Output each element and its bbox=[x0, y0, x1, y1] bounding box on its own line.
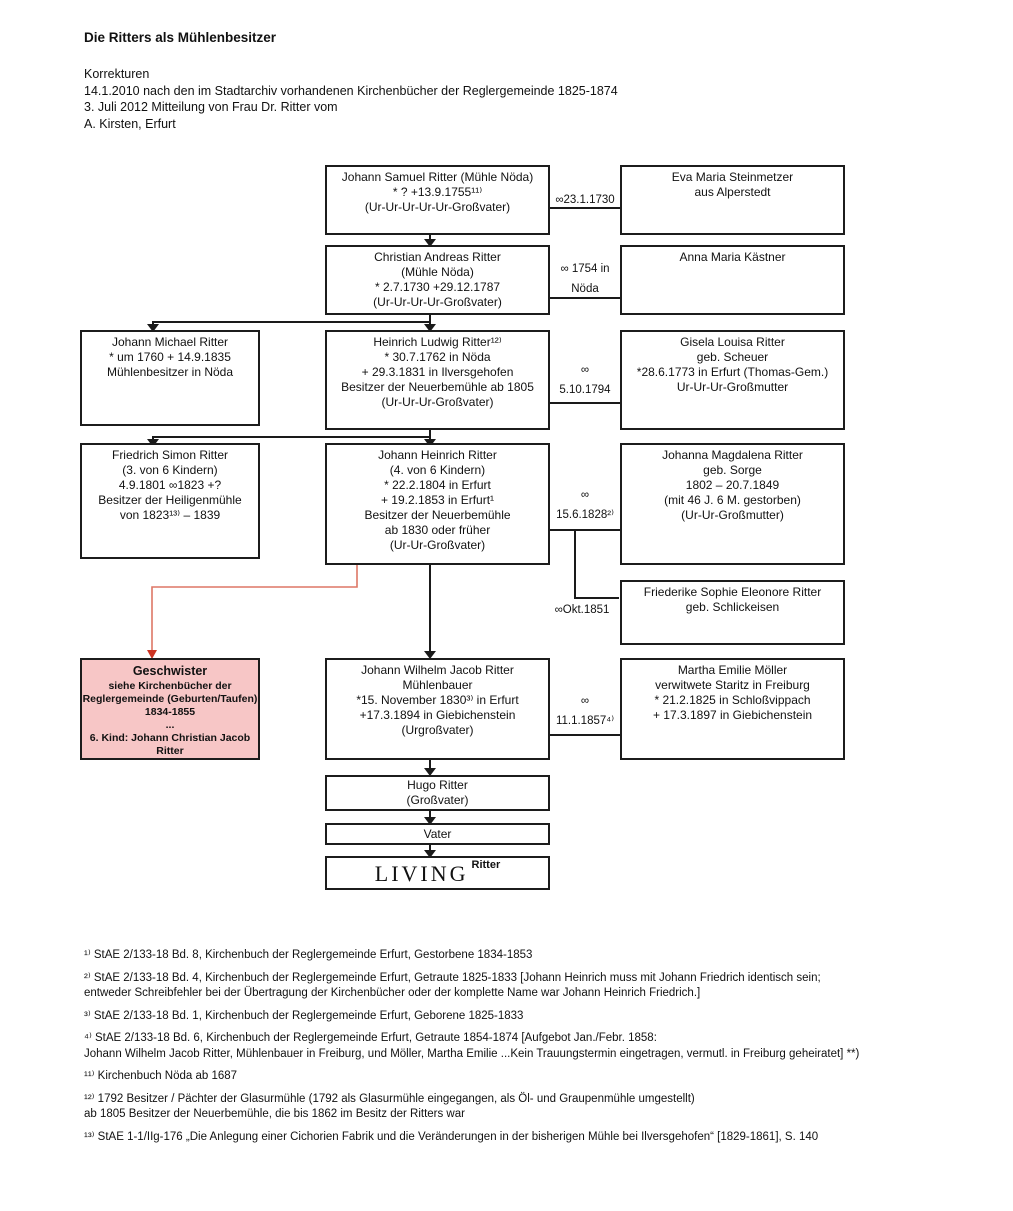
sibling-line bbox=[152, 565, 357, 650]
marriage-label-1857: ∞ 11.1.1857⁴⁾ bbox=[555, 695, 615, 727]
marriage-label-1851: ∞Okt.1851 bbox=[554, 604, 610, 616]
marriage-line-5-connector bbox=[575, 530, 619, 598]
person-box-johanna-magdalena-ritter: Johanna Magdalena Ritter geb. Sorge 1802 – 20.7.1849 (mit 46 J. 6 M. gestorben) (Ur-Ur-Großmutter) bbox=[620, 443, 845, 565]
marriage-label-1754: ∞ 1754 in Nöda bbox=[560, 263, 610, 295]
person-box-gisela-louisa-ritter: Gisela Louisa Ritter geb. Scheuer *28.6.1773 in Erfurt (Thomas-Gem.) Ur-Ur-Ur-Großmutter bbox=[620, 330, 845, 430]
person-box-johann-samuel-ritter: Johann Samuel Ritter (Mühle Nöda) * ? +13.9.1755¹¹⁾ (Ur-Ur-Ur-Ur-Ur-Großvater) bbox=[325, 165, 550, 235]
person-box-johann-michael-ritter: Johann Michael Ritter * um 1760 + 14.9.1835 Mühlenbesitzer in Nöda bbox=[80, 330, 260, 426]
person-box-living-ritter bbox=[325, 856, 550, 890]
person-box-hugo-ritter: Hugo Ritter (Großvater) bbox=[325, 775, 550, 811]
person-box-johann-wilhelm-jacob-ritter: Johann Wilhelm Jacob Ritter Mühlenbauer *15. November 1830³⁾ in Erfurt +17.3.1894 in Giebichenstein (Urgroßvater) bbox=[325, 658, 550, 760]
footnote-13: ¹³⁾ StAE 1-1/IIg-176 „Die Anlegung einer Cichorien Fabrik und die Veränderungen in der bisherigen Mühle bei Ilversgehofen“ [1829-1861], S. 140 bbox=[84, 1130, 819, 1143]
living-redaction-label: LIVING bbox=[374, 860, 469, 886]
marriage-label-1730: ∞23.1.1730 bbox=[555, 194, 615, 206]
person-box-anna-maria-kaestner: Anna Maria Kästner bbox=[620, 245, 845, 315]
person-box-christian-andreas-ritter: Christian Andreas Ritter (Mühle Nöda) * 2.7.1730 +29.12.1787 (Ur-Ur-Ur-Ur-Großvater) bbox=[325, 245, 550, 315]
footnote-12: ¹²⁾ 1792 Besitzer / Pächter der Glasurmühle (1792 als Glasurmühle eingegangen, als Öl- und Graupenmühle umgestellt) ab 1805 Besitzer der Neuerbemühle, die bis 1862 im Besitz der Ritters war bbox=[84, 1092, 695, 1120]
person-box-johann-heinrich-ritter: Johann Heinrich Ritter (4. von 6 Kindern) * 22.2.1804 in Erfurt + 19.2.1853 in Erfurt¹ Besitzer der Neuerbemühle ab 1830 oder früher (Ur-Ur-Großvater) bbox=[325, 443, 550, 565]
marriage-label-1828: ∞ 15.6.1828²⁾ bbox=[556, 489, 614, 521]
sibling-connector bbox=[147, 565, 357, 659]
footnote-11: ¹¹⁾ Kirchenbuch Nöda ab 1687 bbox=[84, 1070, 238, 1082]
person-box-vater: Vater bbox=[325, 823, 550, 845]
footnotes-section bbox=[84, 948, 1009, 1152]
person-box-eva-maria-steinmetzer: Eva Maria Steinmetzer aus Alperstedt bbox=[620, 165, 845, 235]
branch-christian-children bbox=[153, 315, 430, 324]
person-box-heinrich-ludwig-ritter: Heinrich Ludwig Ritter¹²⁾ * 30.7.1762 in Nöda + 29.3.1831 in Ilversgehofen Besitzer der Neuerbemühle ab 1805 (Ur-Ur-Ur-Großvater) bbox=[325, 330, 550, 430]
footnote-4: ⁴⁾ StAE 2/133-18 Bd. 6, Kirchenbuch der Reglergemeinde Erfurt, Getraute 1854-1874 [Aufgebot Jan./Febr. 1858: Johann Wilhelm Jacob Ritter, Mühlenbauer in Freiburg, und Möller, Martha Emilie ...Kein Trauungstermin eingetragen, vermutl. in Freiburg geheiratet] **) bbox=[84, 1032, 860, 1060]
marriage-label-1794: ∞ 5.10.1794 bbox=[559, 364, 611, 396]
person-box-friedrich-simon-ritter: Friedrich Simon Ritter (3. von 6 Kindern) 4.9.1801 ∞1823 +? Besitzer der Heiligenmühle von 1823¹³⁾ – 1839 bbox=[80, 443, 260, 559]
footnote-3: ³⁾ StAE 2/133-18 Bd. 1, Kirchenbuch der Reglergemeinde Erfurt, Geborene 1825-1833 bbox=[84, 1009, 524, 1022]
person-box-friederike-sophie-eleonore-ritter: Friederike Sophie Eleonore Ritter geb. Schlickeisen bbox=[620, 580, 845, 645]
document-title: Die Ritters als Mühlenbesitzer bbox=[84, 30, 277, 45]
person-box-martha-emilie-moeller: Martha Emilie Möller verwitwete Staritz in Freiburg * 21.2.1825 in Schloßvippach + 17.3.1897 in Giebichenstein bbox=[620, 658, 845, 760]
branch-heinrich-children bbox=[153, 430, 430, 439]
footnote-2: ²⁾ StAE 2/133-18 Bd. 4, Kirchenbuch der Reglergemeinde Erfurt, Getraute 1825-1833 [Johann Heinrich muss mit Johann Friedrich identisch sein; entweder Schreibfehler bei der Übertragung der Kirchenbücher oder der komplette Name war Johann Heinrich Friedrich.] bbox=[84, 971, 821, 999]
footnote-1: ¹⁾ StAE 2/133-18 Bd. 8, Kirchenbuch der Reglergemeinde Erfurt, Gestorbene 1834-1853 bbox=[84, 949, 533, 961]
corrections-note: Korrekturen 14.1.2010 nach den im Stadtarchiv vorhandenen Kirchenbücher der Reglergemeinde 1825-1874 3. Juli 2012 Mitteilung von Frau Dr. Ritter vom A. Kirsten, Erfurt bbox=[84, 67, 618, 131]
living-surname: Ritter bbox=[471, 858, 501, 871]
siblings-box-geschwister: Geschwister siehe Kirchenbücher der Reglergemeinde (Geburten/Taufen) 1834-1855 ... 6. Kind: Johann Christian Jacob Ritter bbox=[80, 658, 260, 760]
